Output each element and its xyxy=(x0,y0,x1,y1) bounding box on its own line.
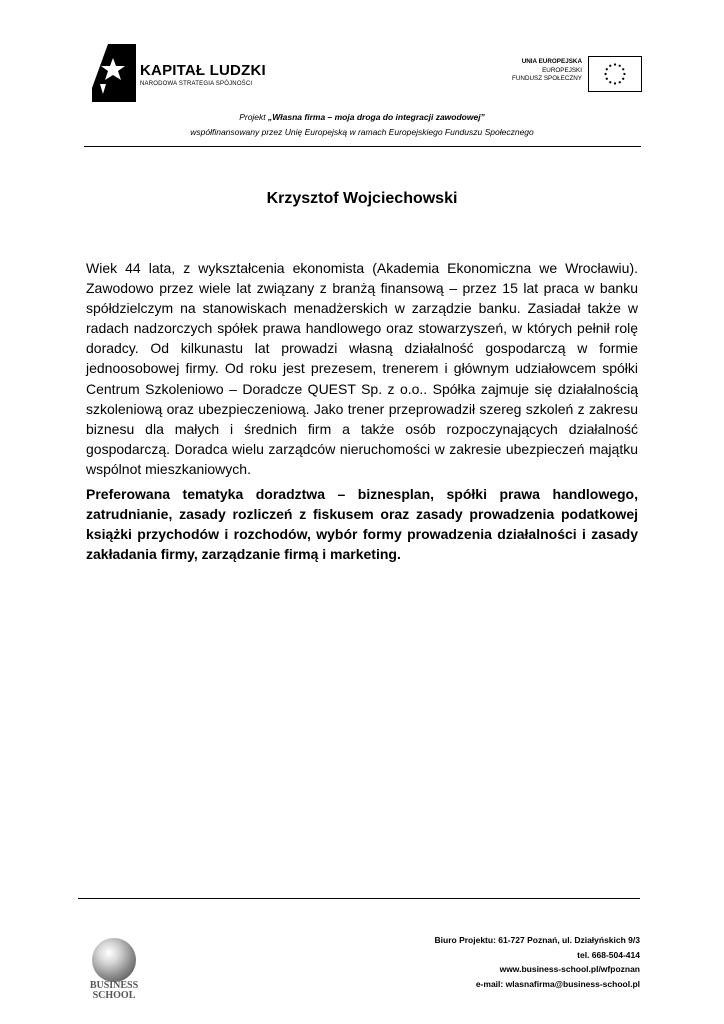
globe-icon xyxy=(92,938,136,982)
business-school-logo-text xyxy=(86,981,142,1001)
footer-website[interactable]: www.business-school.pl/wfpoznan xyxy=(499,964,640,975)
cofinancing-line: współfinansowany przez Unię Europejską w ramach Europejskiego Funduszu Społecznego xyxy=(190,127,534,137)
header-divider xyxy=(84,146,641,147)
project-header xyxy=(0,110,724,140)
footer-address: Biuro Projektu: 61-727 Poznań, ul. Działyńskich 9/3 xyxy=(434,935,640,945)
eu-flag-icon xyxy=(588,56,642,92)
eu-logo xyxy=(500,50,642,96)
project-prefix: Projekt xyxy=(239,112,269,122)
business-school-logo xyxy=(86,938,142,1008)
project-name: „Własna firma – moja droga do integracji zawodowej” xyxy=(268,112,485,122)
project-title-line xyxy=(0,110,724,125)
footer-divider xyxy=(78,898,640,899)
person-name-heading: Krzysztof Wojciechowski xyxy=(266,190,458,207)
footer-contact xyxy=(435,933,640,991)
footer-email[interactable]: e-mail: wlasnafirma@business-school.pl xyxy=(475,978,640,989)
eu-logo-line3: FUNDUSZ SPOŁECZNY xyxy=(512,75,582,82)
business-school-logo-line1: BUSINESS xyxy=(89,980,139,991)
business-school-logo-line2: SCHOOL xyxy=(92,990,136,1001)
eu-logo-line2: EUROPEJSKI xyxy=(542,66,582,74)
bio-paragraph: Wiek 44 lata, z wykształcenia ekonomista (Akademia Ekonomiczna we Wrocławiu). Zawodowo przez wiele lat związany z branżą finansową – przez 15 lat praca w banku spółdzielczym na stanowiskach menadżerskich w zarządzie banku. Zasiadał także w radach nadzorczych spółek prawa handlowego oraz stowarzyszeń, w których pełnił rolę doradcy. Od kilkunastu lat prowadzi własną działalność gospodarczą w formie jednoosobowej firmy. Od roku jest prezesem, trenerem i głównym udziałowcem spółki Centrum Szkoleniowo – Doradcze QUEST Sp. z o.o.. Spółka zajmuje się działalnością szkoleniową oraz ubezpieczeniową. Jako trener przeprowadził szereg szkoleń z zakresu biznesu dla małych i średnich firm a także osób rozpoczynających działalność gospodarczą. Doradca wielu zarządców nieruchomości w zakresie ubezpieczeń majątku wspólnot mieszkaniowych. xyxy=(86,260,638,477)
footer-phone: tel. 668-504-414 xyxy=(577,949,640,960)
kapital-ludzki-logo xyxy=(92,44,272,102)
kapital-ludzki-subtitle: NARODOWA STRATEGIA SPÓJNOŚCI xyxy=(140,81,253,87)
kapital-ludzki-emblem-icon xyxy=(92,44,136,102)
eu-logo-text xyxy=(512,58,582,84)
eu-logo-line1: UNIA EUROPEJSKA xyxy=(521,58,582,65)
kapital-ludzki-title: KAPITAŁ LUDZKI xyxy=(140,62,266,79)
advisory-topics-paragraph: Preferowana tematyka doradztwa – biznesplan, spółki prawa handlowego, zatrudnianie, zasady rozliczeń z fiskusem oraz zasady prowadzenia podatkowej książki przychodów i rozchodów, wybór formy prowadzenia działalności i zasady zakładania firmy, zarządzanie firmą i marketing. xyxy=(86,486,638,563)
